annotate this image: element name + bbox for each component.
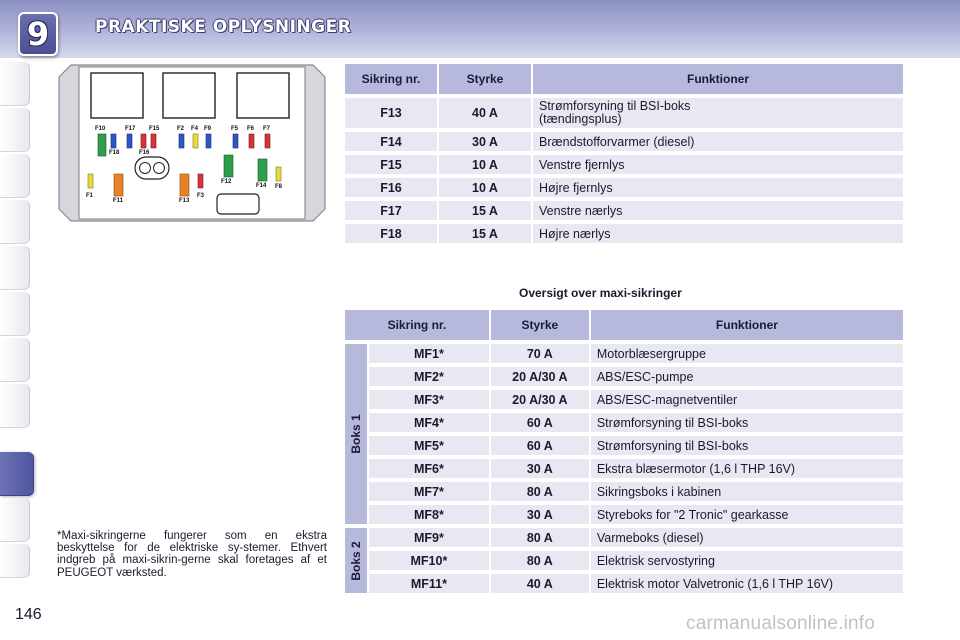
fuse-code: F17	[345, 201, 437, 220]
maxi-fuse-table	[343, 306, 905, 597]
col-header-fuse-no: Sikring nr.	[345, 310, 489, 340]
table-row	[345, 178, 903, 197]
fuse-function: Højre fjernlys	[533, 178, 903, 197]
fuse-rating: 10 A	[439, 178, 531, 197]
bottom-slot	[217, 194, 259, 214]
fuse-label-f9: F9	[204, 126, 212, 132]
fuse-rating: 80 A	[491, 551, 589, 570]
chapter-tab[interactable]	[0, 338, 30, 382]
table-row	[345, 413, 903, 432]
fuse-box-diagram	[57, 63, 327, 223]
fuse-label-f3: F3	[197, 193, 205, 199]
fuse-label-f17: F17	[125, 126, 136, 132]
fuse-f16	[141, 134, 146, 148]
fuse-rating: 20 A/30 A	[491, 390, 589, 409]
fuse-rating: 80 A	[491, 482, 589, 501]
fuse-label-f4: F4	[191, 126, 199, 132]
fuse-code: MF7*	[369, 482, 489, 501]
chapter-tab-strip	[0, 62, 34, 578]
table-row	[345, 344, 903, 363]
relay-slot	[91, 73, 143, 118]
col-header-rating: Styrke	[439, 64, 531, 94]
fuse-rating: 30 A	[439, 132, 531, 151]
fuse-function: Venstre fjernlys	[533, 155, 903, 174]
fuse-label-f14: F14	[256, 183, 267, 189]
fuse-function: Elektrisk servostyring	[591, 551, 903, 570]
fuse-rating: 10 A	[439, 155, 531, 174]
table-row	[345, 98, 903, 128]
fuse-function: ABS/ESC-magnetventiler	[591, 390, 903, 409]
table-row	[345, 201, 903, 220]
fuse-label-f5: F5	[231, 126, 239, 132]
fuse-function: Højre nærlys	[533, 224, 903, 243]
fuse-function: Styreboks for "2 Tronic" gearkasse	[591, 505, 903, 524]
fuse-rating: 60 A	[491, 436, 589, 455]
maxi-fuse-title: Oversigt over maxi-sikringer	[519, 286, 682, 300]
fuse-label-f1: F1	[86, 193, 94, 199]
chapter-tab[interactable]	[0, 292, 30, 336]
box-1-label: Boks 1	[345, 344, 367, 524]
chapter-tab[interactable]	[0, 108, 30, 152]
page-title: PRAKTISKE OPLYSNINGER	[95, 17, 352, 37]
fuse-table	[343, 60, 905, 247]
fuse-label-f8: F8	[275, 184, 283, 190]
chapter-tab[interactable]	[0, 246, 30, 290]
fuse-code: MF1*	[369, 344, 489, 363]
chapter-number: 9	[26, 15, 50, 53]
col-header-functions: Funktioner	[533, 64, 903, 94]
fuse-code: MF9*	[369, 528, 489, 547]
chapter-badge	[18, 12, 58, 56]
table-row	[345, 528, 903, 547]
fuse-f2	[179, 134, 184, 148]
col-header-rating: Styrke	[491, 310, 589, 340]
fuse-function: Strømforsyning til BSI-boks	[591, 436, 903, 455]
fuse-function: ABS/ESC-pumpe	[591, 367, 903, 386]
table-row	[345, 390, 903, 409]
fuse-f3	[198, 174, 203, 188]
fuse-f9	[206, 134, 211, 148]
chapter-tab[interactable]	[0, 384, 30, 428]
relay-slot	[163, 73, 215, 118]
fuse-rating: 40 A	[439, 98, 531, 128]
table-row	[345, 224, 903, 243]
fuse-label-f18: F18	[109, 150, 120, 156]
fuse-function	[533, 98, 903, 128]
fuse-f8	[276, 167, 281, 181]
box-2-label: Boks 2	[345, 528, 367, 593]
fuse-label-f11: F11	[113, 198, 124, 204]
fuse-label-f15: F15	[149, 126, 160, 132]
fuse-function: Elektrisk motor Valvetronic (1,6 l THP 16V)	[591, 574, 903, 593]
chapter-tab[interactable]	[0, 62, 30, 106]
fuse-rating: 20 A/30 A	[491, 367, 589, 386]
fuse-function: Ekstra blæsermotor (1,6 l THP 16V)	[591, 459, 903, 478]
fuse-label-f16: F16	[139, 150, 150, 156]
fuse-code: F18	[345, 224, 437, 243]
fuse-rating: 60 A	[491, 413, 589, 432]
col-header-functions: Funktioner	[591, 310, 903, 340]
fuse-code: F15	[345, 155, 437, 174]
fuse-f17	[127, 134, 132, 148]
fuse-f5	[233, 134, 238, 148]
fuse-function: Sikringsboks i kabinen	[591, 482, 903, 501]
fuse-label-f6: F6	[247, 126, 255, 132]
watermark: carmanualsonline.info	[686, 613, 876, 634]
fuse-rating: 70 A	[491, 344, 589, 363]
connector-pin	[140, 163, 151, 174]
table-row	[345, 367, 903, 386]
fuse-rating: 40 A	[491, 574, 589, 593]
fuse-rating: 30 A	[491, 505, 589, 524]
fuse-function: Motorblæsergruppe	[591, 344, 903, 363]
fuse-function: Brændstofforvarmer (diesel)	[533, 132, 903, 151]
fuse-code: F14	[345, 132, 437, 151]
fuse-code: MF11*	[369, 574, 489, 593]
footnote: *Maxi-sikringerne fungerer som en ekstra beskyttelse for de elektriske sy-stemer. Ethvert indgreb på maxi-sikrin-gerne skal foretages af et PEUGEOT værksted.	[57, 530, 327, 579]
fuse-label-f2: F2	[177, 126, 185, 132]
fuse-label-f12: F12	[221, 179, 232, 185]
fuse-rating: 80 A	[491, 528, 589, 547]
table-row	[345, 574, 903, 593]
fuse-f15	[151, 134, 156, 148]
fuse-f14	[258, 159, 267, 181]
table-row	[345, 505, 903, 524]
fuse-f10	[98, 134, 106, 156]
fuse-rating: 30 A	[491, 459, 589, 478]
fuse-code: MF10*	[369, 551, 489, 570]
fuse-function: Varmeboks (diesel)	[591, 528, 903, 547]
table-row	[345, 132, 903, 151]
fuse-f7	[265, 134, 270, 148]
fuse-f13	[180, 174, 189, 196]
table-row	[345, 482, 903, 501]
fuse-f18	[111, 134, 116, 148]
table-row	[345, 436, 903, 455]
chapter-tab[interactable]	[0, 544, 30, 578]
table-row	[345, 459, 903, 478]
fuse-f11	[114, 174, 123, 196]
fuse-function: Strømforsyning til BSI-boks	[591, 413, 903, 432]
fuse-label-f13: F13	[179, 198, 190, 204]
table-row	[345, 551, 903, 570]
fuse-f1	[88, 174, 93, 188]
fuse-code: MF3*	[369, 390, 489, 409]
table-row	[345, 155, 903, 174]
fuse-code: MF4*	[369, 413, 489, 432]
fuse-code: F16	[345, 178, 437, 197]
fuse-function-line: (tændingsplus)	[539, 112, 622, 126]
chapter-tab-active[interactable]	[0, 452, 34, 496]
fuse-code: MF6*	[369, 459, 489, 478]
fuse-function: Venstre nærlys	[533, 201, 903, 220]
chapter-tab[interactable]	[0, 498, 30, 542]
fuse-code: MF8*	[369, 505, 489, 524]
chapter-tab[interactable]	[0, 154, 30, 198]
connector-pin	[154, 163, 165, 174]
col-header-fuse-no: Sikring nr.	[345, 64, 437, 94]
fuse-code: MF5*	[369, 436, 489, 455]
fuse-label-f10: F10	[95, 126, 106, 132]
fuse-code: F13	[345, 98, 437, 128]
fuse-f12	[224, 155, 233, 177]
relay-slot	[237, 73, 289, 118]
chapter-tab[interactable]	[0, 200, 30, 244]
page-number: 146	[15, 606, 42, 623]
fuse-label-f7: F7	[263, 126, 271, 132]
fuse-rating: 15 A	[439, 201, 531, 220]
fuse-f4	[193, 134, 198, 148]
fuse-rating: 15 A	[439, 224, 531, 243]
fuse-code: MF2*	[369, 367, 489, 386]
fuse-f6	[249, 134, 254, 148]
fuse-function-line: Strømforsyning til BSI-boks	[539, 99, 691, 113]
